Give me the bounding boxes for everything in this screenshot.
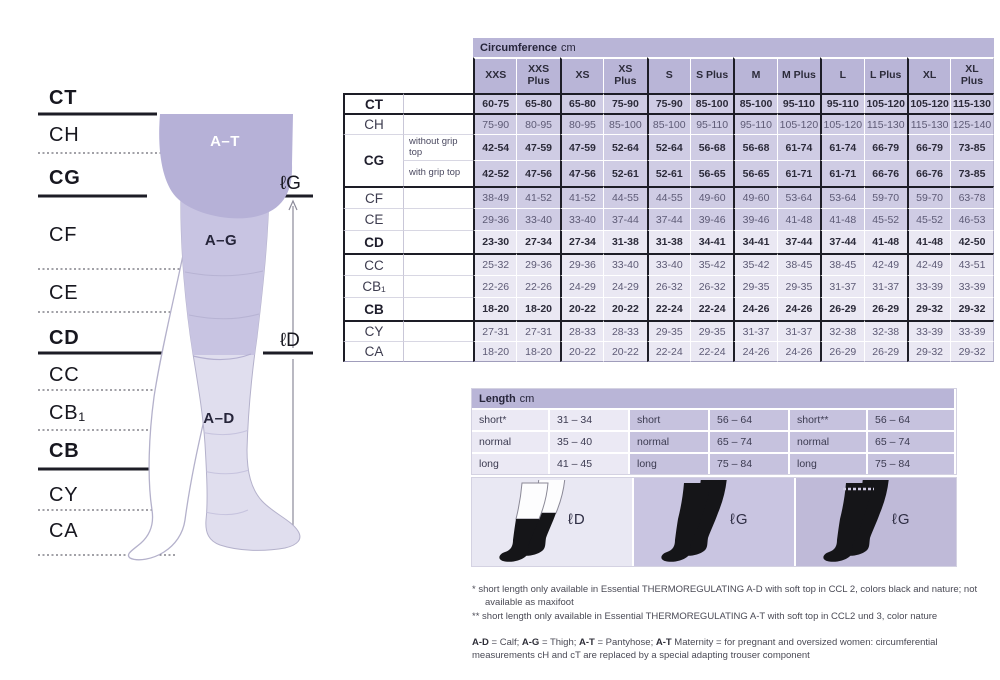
size-column-header: M	[733, 57, 776, 93]
size-column-header: XXS	[473, 57, 516, 93]
circumference-value-cell: 41-48	[907, 230, 950, 253]
circumference-value-cell: 41-48	[864, 230, 907, 253]
circumference-value-cell: 65-80	[516, 93, 559, 113]
length-row-value: 41 – 45	[550, 454, 628, 474]
circumference-value-cell: 38-45	[820, 253, 863, 275]
circumference-value-cell: 45-52	[907, 208, 950, 230]
row-label: CB	[343, 297, 403, 320]
circumference-value-cell: 95-110	[777, 93, 820, 113]
circumference-value-cell: 85-100	[733, 93, 776, 113]
definition-text: = Thigh;	[539, 637, 580, 648]
circumference-value-cell: 61-71	[777, 160, 820, 186]
circumference-value-cell: 47-56	[560, 160, 603, 186]
circumference-value-cell: 26-32	[690, 275, 733, 297]
length-row-value: 65 – 74	[710, 432, 788, 452]
circumference-value-cell: 28-33	[560, 320, 603, 341]
row-sublabel	[403, 230, 473, 253]
circumference-value-cell: 26-32	[647, 275, 690, 297]
circumference-value-cell: 33-40	[560, 208, 603, 230]
circumference-value-cell: 29-35	[777, 275, 820, 297]
circumference-value-cell: 18-20	[473, 341, 516, 362]
row-sublabel	[403, 297, 473, 320]
circumference-value-cell: 105-120	[777, 113, 820, 134]
circumference-value-cell: 20-22	[603, 297, 646, 320]
point-label-cb: CB	[49, 440, 80, 462]
circumference-value-cell: 31-37	[777, 320, 820, 341]
footnote-line: ** short length only available in Essential THERMOREGULATING A-T with soft top in CCL2 und 3, color nature	[472, 610, 938, 622]
size-column-header: XS	[560, 57, 603, 93]
length-row-value: 31 – 34	[550, 410, 628, 430]
length-row-label: long	[790, 454, 866, 474]
row-label: CF	[343, 186, 403, 208]
row-label: CH	[343, 113, 403, 134]
circumference-value-cell: 80-95	[516, 113, 559, 134]
row-label: CA	[343, 341, 403, 362]
circumference-value-cell: 66-76	[864, 160, 907, 186]
size-column-header: L	[820, 57, 863, 93]
circumference-value-cell: 42-49	[907, 253, 950, 275]
circumference-value-cell: 75-90	[603, 93, 646, 113]
circumference-value-cell: 46-53	[950, 208, 993, 230]
circumference-title-text: Circumference	[480, 41, 558, 54]
circumference-value-cell: 42-52	[473, 160, 516, 186]
circumference-title-unit: cm	[561, 41, 576, 54]
length-table	[472, 389, 956, 474]
figure-cell-thigh	[634, 478, 794, 566]
length-title-unit: cm	[519, 392, 535, 405]
product-length-figures	[472, 478, 956, 566]
point-label-cy: CY	[49, 484, 79, 506]
row-label: CC	[343, 253, 403, 275]
row-sublabel	[403, 341, 473, 362]
circumference-value-cell: 125-140	[950, 113, 993, 134]
circumference-value-cell: 20-22	[560, 341, 603, 362]
circumference-value-cell: 22-26	[516, 275, 559, 297]
size-column-header: L Plus	[864, 57, 907, 93]
circumference-value-cell: 26-29	[864, 341, 907, 362]
length-mark-lg: ℓG	[280, 173, 301, 194]
circumference-value-cell: 34-41	[690, 230, 733, 253]
row-label: CE	[343, 208, 403, 230]
point-label-ca: CA	[49, 520, 79, 542]
row-sublabel	[403, 275, 473, 297]
circumference-value-cell: 80-95	[560, 113, 603, 134]
point-label-ce: CE	[49, 282, 79, 304]
circumference-value-cell: 105-120	[864, 93, 907, 113]
circumference-value-cell: 26-29	[820, 297, 863, 320]
point-label-cc: CC	[49, 364, 80, 386]
circumference-value-cell: 115-130	[950, 93, 993, 113]
circumference-value-cell: 52-64	[647, 134, 690, 160]
circumference-value-cell: 18-20	[473, 297, 516, 320]
circumference-value-cell: 43-51	[950, 253, 993, 275]
circumference-value-cell: 75-90	[473, 113, 516, 134]
length-row-label: short**	[790, 410, 866, 430]
circumference-value-cell: 33-39	[950, 275, 993, 297]
circumference-value-cell: 37-44	[603, 208, 646, 230]
row-label: CT	[343, 93, 403, 113]
circumference-value-cell: 29-32	[950, 341, 993, 362]
circumference-value-cell: 44-55	[647, 186, 690, 208]
circumference-value-cell: 115-130	[864, 113, 907, 134]
circumference-value-cell: 29-32	[907, 341, 950, 362]
circumference-value-cell: 66-79	[864, 134, 907, 160]
circumference-value-cell: 22-24	[690, 297, 733, 320]
definition-term: A-T	[579, 637, 595, 648]
circumference-value-cell: 61-74	[777, 134, 820, 160]
circumference-value-cell: 29-35	[647, 320, 690, 341]
circumference-value-cell: 33-39	[907, 320, 950, 341]
circumference-value-cell: 29-32	[907, 297, 950, 320]
circumference-value-cell: 31-38	[603, 230, 646, 253]
circumference-value-cell: 47-56	[516, 160, 559, 186]
footnote-line: * short length only available in Essential THERMOREGULATING A-D with soft top in CCL 2, colors black and nature; not available as maxifoot	[472, 584, 978, 609]
circumference-value-cell: 28-33	[603, 320, 646, 341]
measurement-point-labels	[49, 87, 86, 542]
circumference-value-cell: 95-110	[690, 113, 733, 134]
figure-cell-thigh-grip	[796, 478, 956, 566]
circumference-value-cell: 23-30	[473, 230, 516, 253]
length-row-value: 75 – 84	[710, 454, 788, 474]
circumference-value-cell: 32-38	[864, 320, 907, 341]
figure-leg-illustration	[648, 480, 738, 566]
point-label-cf: CF	[49, 224, 78, 246]
circumference-value-cell: 47-59	[560, 134, 603, 160]
circumference-value-cell: 44-55	[603, 186, 646, 208]
circumference-value-cell: 24-29	[603, 275, 646, 297]
length-row-label: short	[630, 410, 708, 430]
circumference-value-cell: 85-100	[603, 113, 646, 134]
circumference-value-cell: 42-54	[473, 134, 516, 160]
stocking-at-zone	[159, 114, 293, 218]
length-mark-ld: ℓD	[280, 330, 300, 351]
circumference-value-cell: 20-22	[603, 341, 646, 362]
zone-label-at: A–T	[210, 133, 240, 150]
circumference-value-cell: 41-52	[516, 186, 559, 208]
circumference-value-cell: 31-38	[647, 230, 690, 253]
length-row-label: long	[472, 454, 548, 474]
figure-cell-calf	[472, 478, 632, 566]
length-arrow	[289, 201, 297, 528]
circumference-value-cell: 60-75	[473, 93, 516, 113]
circumference-value-cell: 24-26	[733, 341, 776, 362]
circumference-value-cell: 24-26	[733, 297, 776, 320]
length-row-value: 65 – 74	[868, 432, 954, 452]
circumference-value-cell: 27-31	[516, 320, 559, 341]
circumference-table-title	[473, 38, 994, 57]
length-row-label: normal	[472, 432, 548, 452]
length-title-text: Length	[479, 392, 516, 405]
circumference-value-cell: 115-130	[907, 113, 950, 134]
circumference-value-cell: 73-85	[950, 134, 993, 160]
circumference-value-cell: 42-49	[864, 253, 907, 275]
circumference-value-cell: 33-40	[516, 208, 559, 230]
zone-label-ag: A–G	[204, 232, 238, 249]
row-label: CY	[343, 320, 403, 341]
circumference-value-cell: 27-34	[560, 230, 603, 253]
circumference-value-cell: 29-32	[950, 297, 993, 320]
row-sublabel	[403, 208, 473, 230]
circumference-value-cell: 95-110	[820, 93, 863, 113]
circumference-value-cell: 31-37	[820, 275, 863, 297]
circumference-value-cell: 61-71	[820, 160, 863, 186]
circumference-value-cell: 59-70	[864, 186, 907, 208]
row-sublabel: without grip top	[403, 134, 473, 160]
length-row-label: normal	[790, 432, 866, 452]
circumference-value-cell: 22-26	[473, 275, 516, 297]
circumference-value-cell: 31-37	[864, 275, 907, 297]
circumference-value-cell: 35-42	[690, 253, 733, 275]
circumference-value-cell: 66-79	[907, 134, 950, 160]
size-column-header: XXS Plus	[516, 57, 559, 93]
row-sublabel	[403, 93, 473, 113]
circumference-value-cell: 34-41	[733, 230, 776, 253]
circumference-value-cell: 29-35	[733, 275, 776, 297]
circumference-value-cell: 63-78	[950, 186, 993, 208]
circumference-value-cell: 49-60	[690, 186, 733, 208]
circumference-value-cell: 26-29	[820, 341, 863, 362]
circumference-value-cell: 49-60	[733, 186, 776, 208]
circumference-value-cell: 56-65	[690, 160, 733, 186]
length-row-label: normal	[630, 432, 708, 452]
length-row-value: 75 – 84	[868, 454, 954, 474]
circumference-value-cell: 85-100	[690, 93, 733, 113]
circumference-value-cell: 41-48	[820, 208, 863, 230]
figure-leg-illustration	[810, 480, 900, 566]
size-column-header: S	[647, 57, 690, 93]
row-sublabel	[403, 320, 473, 341]
figure-length-label: ℓG	[892, 511, 911, 528]
definition-text: = Calf;	[488, 637, 522, 648]
circumference-value-cell: 31-37	[733, 320, 776, 341]
point-label-cb1: CB₁	[49, 402, 86, 424]
row-label: CB₁	[343, 275, 403, 297]
row-sublabel	[403, 253, 473, 275]
size-column-header: XS Plus	[603, 57, 646, 93]
circumference-value-cell: 24-29	[560, 275, 603, 297]
circumference-value-cell: 33-40	[603, 253, 646, 275]
length-row-value: 35 – 40	[550, 432, 628, 452]
circumference-value-cell: 56-68	[690, 134, 733, 160]
circumference-value-cell: 59-70	[907, 186, 950, 208]
zone-label-ad: A–D	[203, 410, 235, 427]
circumference-value-cell: 29-36	[516, 253, 559, 275]
row-sublabel	[403, 113, 473, 134]
length-row-value: 56 – 64	[868, 410, 954, 430]
circumference-value-cell: 24-26	[777, 341, 820, 362]
circumference-value-cell: 53-64	[820, 186, 863, 208]
circumference-value-cell: 39-46	[733, 208, 776, 230]
circumference-value-cell: 18-20	[516, 341, 559, 362]
size-column-header: XL	[907, 57, 950, 93]
circumference-value-cell: 52-61	[647, 160, 690, 186]
figure-length-label: ℓD	[568, 511, 586, 528]
point-label-ct: CT	[49, 87, 78, 109]
circumference-value-cell: 73-85	[950, 160, 993, 186]
length-table-title	[472, 389, 954, 408]
circumference-value-cell: 20-22	[560, 297, 603, 320]
circumference-value-cell: 24-26	[777, 297, 820, 320]
circumference-value-cell: 22-24	[690, 341, 733, 362]
circumference-value-cell: 29-36	[560, 253, 603, 275]
circumference-value-cell: 38-49	[473, 186, 516, 208]
circumference-value-cell: 105-120	[820, 113, 863, 134]
circumference-value-cell: 47-59	[516, 134, 559, 160]
circumference-value-cell: 39-46	[690, 208, 733, 230]
circumference-value-cell: 29-36	[473, 208, 516, 230]
definitions-text	[472, 636, 996, 663]
circumference-value-cell: 45-52	[864, 208, 907, 230]
circumference-value-cell: 32-38	[820, 320, 863, 341]
circumference-value-cell: 52-61	[603, 160, 646, 186]
definition-term: A-D	[472, 637, 489, 648]
figure-leg-illustration	[486, 480, 576, 566]
circumference-table	[343, 38, 994, 362]
row-sublabel	[403, 186, 473, 208]
circumference-value-cell: 33-39	[950, 320, 993, 341]
circumference-value-cell: 33-39	[907, 275, 950, 297]
circumference-value-cell: 22-24	[647, 297, 690, 320]
length-row-value: 56 – 64	[710, 410, 788, 430]
figure-length-label: ℓG	[730, 511, 749, 528]
circumference-value-cell: 53-64	[777, 186, 820, 208]
circumference-value-cell: 26-29	[864, 297, 907, 320]
point-label-ch: CH	[49, 124, 80, 146]
length-row-label: short*	[472, 410, 548, 430]
circumference-value-cell: 61-74	[820, 134, 863, 160]
definition-term: A-G	[521, 637, 540, 648]
circumference-value-cell: 33-40	[647, 253, 690, 275]
circumference-value-cell: 75-90	[647, 93, 690, 113]
circumference-value-cell: 38-45	[777, 253, 820, 275]
point-label-cd: CD	[49, 327, 80, 349]
circumference-value-cell: 56-68	[733, 134, 776, 160]
size-column-header: M Plus	[777, 57, 820, 93]
circumference-value-cell: 37-44	[820, 230, 863, 253]
row-sublabel: with grip top	[403, 160, 473, 186]
circumference-value-cell: 95-110	[733, 113, 776, 134]
circumference-value-cell: 85-100	[647, 113, 690, 134]
circumference-value-cell: 18-20	[516, 297, 559, 320]
size-column-header: S Plus	[690, 57, 733, 93]
circumference-value-cell: 35-42	[733, 253, 776, 275]
circumference-value-cell: 41-52	[560, 186, 603, 208]
size-column-header: XL Plus	[950, 57, 993, 93]
definition-text: Maternity = for pregnant and oversized women: circumferential measurements cH and cT are replaced by a special adapting trouser component	[472, 637, 938, 662]
leg-measurement-diagram	[35, 82, 335, 570]
circumference-value-cell: 42-50	[950, 230, 993, 253]
circumference-value-cell: 22-24	[647, 341, 690, 362]
circumference-value-cell: 27-31	[473, 320, 516, 341]
circumference-value-cell: 25-32	[473, 253, 516, 275]
circumference-value-cell: 29-35	[690, 320, 733, 341]
definition-term: A-T	[655, 637, 672, 648]
definition-text: = Pantyhose;	[594, 637, 656, 648]
row-label: CG	[343, 134, 403, 186]
circumference-value-cell: 65-80	[560, 93, 603, 113]
footnotes	[472, 583, 996, 623]
circumference-value-cell: 52-64	[603, 134, 646, 160]
point-label-cg: CG	[49, 167, 81, 189]
circumference-value-cell: 56-65	[733, 160, 776, 186]
circumference-value-cell: 37-44	[647, 208, 690, 230]
row-label: CD	[343, 230, 403, 253]
circumference-value-cell: 37-44	[777, 230, 820, 253]
circumference-value-cell: 66-76	[907, 160, 950, 186]
circumference-value-cell: 41-48	[777, 208, 820, 230]
circumference-value-cell: 105-120	[907, 93, 950, 113]
circumference-value-cell: 27-34	[516, 230, 559, 253]
length-row-label: long	[630, 454, 708, 474]
